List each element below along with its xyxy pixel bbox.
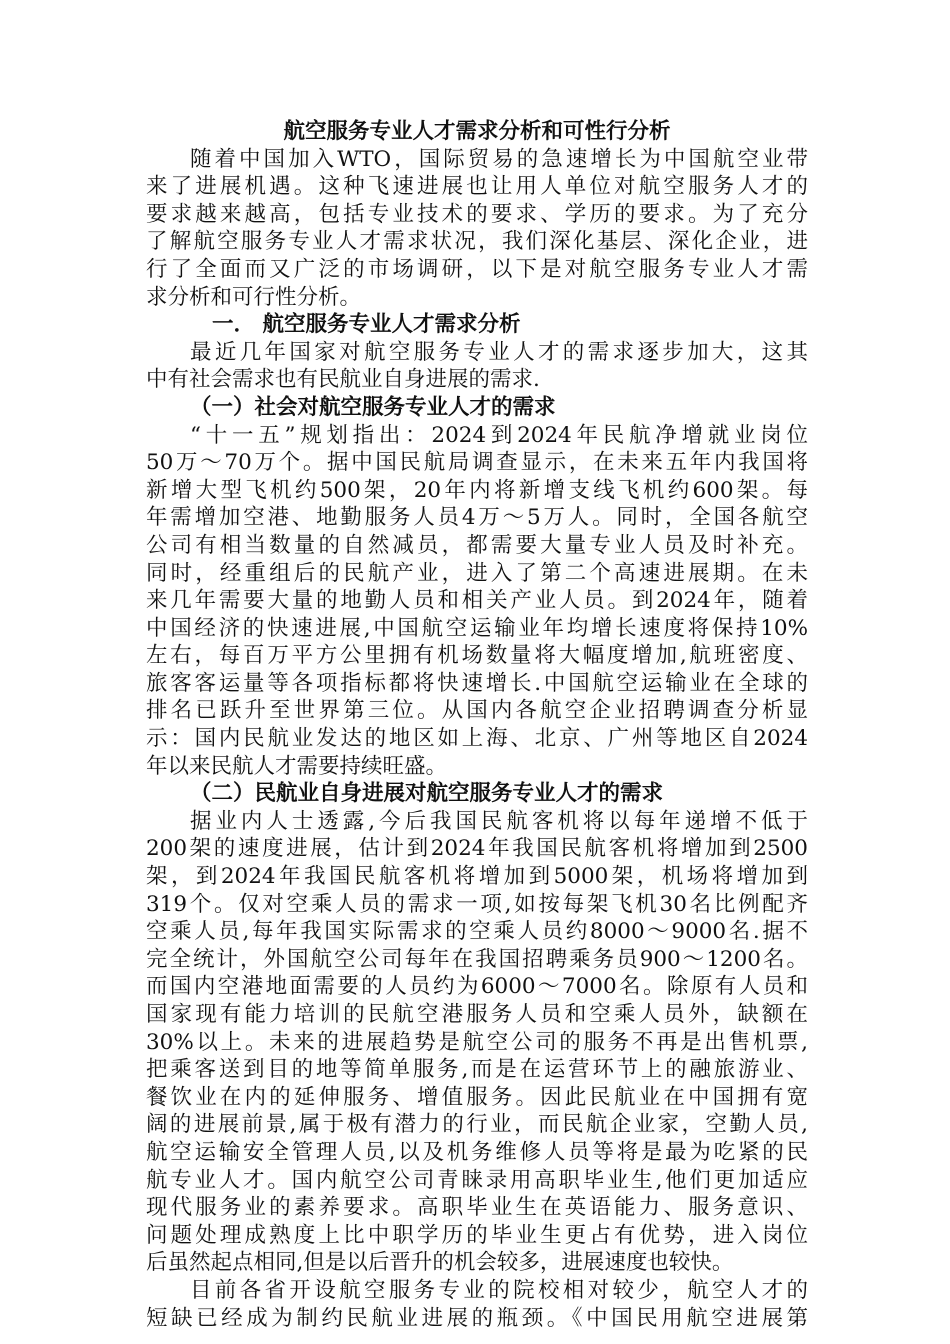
text-line: 30%以上。未来的进展趋势是航空公司的服务不再是出售机票, (146, 1029, 808, 1055)
document-page (146, 118, 808, 1332)
text-line: 而国内空港地面需要的人员约为6000～7000名。除原有人员和 (146, 974, 808, 1000)
text-line: 问题处理成熟度上比中职学历的毕业生更占有优势，进入岗位 (146, 1222, 808, 1248)
text-line: 据业内人士透露,今后我国民航客机将以每年递增不低于 (190, 808, 808, 834)
text-line: 现代服务业的素养要求。高职毕业生在英语能力、服务意识、 (146, 1195, 808, 1221)
closing-paragraph (146, 1277, 808, 1332)
text-line: 年需增加空港、地勤服务人员4万～5万人。同时，全国各航空 (146, 505, 808, 531)
text-line: 随着中国加入WTO，国际贸易的急速增长为中国航空业带 (190, 146, 808, 172)
text-line: 后虽然起点相同,但是以后晋升的机会较多，进展速度也较快。 (146, 1250, 734, 1276)
text-line: 完全统计，外国航空公司每年在我国招聘乘务员900～1200名。 (146, 946, 808, 972)
text-line: 了解航空服务专业人才需求状况，我们深化基层、深化企业，进 (146, 229, 808, 255)
text-line: 来了进展机遇。这种飞速进展也让用人单位对航空服务人才的 (146, 174, 808, 200)
text-line: 中有社会需求也有民航业自身进展的需求. (146, 367, 540, 393)
text-line: 国家现有能力培训的民航空港服务人员和空乘人员外，缺额在 (146, 1002, 808, 1027)
text-line: 同时，经重组后的民航产业，进入了第二个高速进展期。在未 (146, 560, 808, 586)
text-line: 50万～70万个。据中国民航局调查显示，在未来五年内我国将 (146, 450, 808, 476)
text-line: 新增大型飞机约500架，20年内将新增支线飞机约600架。每 (146, 477, 808, 503)
text-line: 行了全面而又广泛的市场调研，以下是对航空服务专业人才需 (146, 256, 808, 282)
text-line: 来几年需要大量的地勤人员和相关产业人员。到2024年，随着 (146, 588, 808, 614)
document-title: 航空服务专业人才需求分析和可性行分析 (283, 119, 671, 144)
text-line: 示：国内民航业发达的地区如上海、北京、广州等地区自2024 (146, 726, 808, 752)
text-line: 阔的进展前景,属于极有潜力的行业，而民航企业家，空勤人员, (146, 1112, 808, 1138)
text-line: 航空运输安全管理人员,以及机务维修人员等将是最为吃紧的民 (146, 1139, 808, 1165)
subsection-heading-2: （二）民航业自身进展对航空服务专业人才的需求 (190, 781, 664, 807)
intro-paragraph (146, 146, 808, 312)
text-line: 航专业人才。国内航空公司青睐录用高职毕业生,他们更加适应 (146, 1167, 808, 1193)
text-line: 要求越来越高，包括专业技术的要求、学历的要求。为了充分 (146, 201, 808, 227)
section-1-paragraph (146, 339, 808, 394)
text-line: 左右，每百万平方公里拥有机场数量将大幅度增加,航班密度、 (146, 643, 808, 669)
text-line: 公司有相当数量的自然减员，都需要大量专业人员及时补充。 (146, 532, 808, 558)
subsection-2-paragraph (146, 808, 808, 1277)
text-line: 年以来民航人才需要持续旺盛。 (146, 753, 448, 779)
text-line: 餐饮业在内的延伸服务、增值服务。因此民航业在中国拥有宽 (146, 1084, 808, 1110)
text-line: 目前各省开设航空服务专业的院校相对较少，航空人才的 (190, 1277, 808, 1303)
subsection-1-paragraph (146, 422, 808, 781)
text-line: 319个。仅对空乘人员的需求一项,如按每架飞机30名比例配齐 (146, 891, 808, 917)
text-line: 排名已跃升至世界第三位。从国内各航空企业招聘调查分析显 (146, 698, 808, 724)
text-line: 空乘人员,每年我国实际需求的空乘人员约8000～9000名.据不 (146, 919, 808, 945)
text-line: 200架的速度进展，估计到2024年我国民航客机将增加到2500 (146, 836, 808, 862)
text-line: 把乘客送到目的地等简单服务,而是在运营环节上的融旅游业、 (146, 1057, 808, 1083)
text-line: 短缺已经成为制约民航业进展的瓶颈。《中国民用航空进展第 (146, 1305, 808, 1331)
text-line: 架，到2024年我国民航客机将增加到5000架，机场将增加到 (146, 864, 808, 890)
text-line: 最近几年国家对航空服务专业人才的需求逐步加大，这其 (190, 339, 808, 365)
text-line: 中国经济的快速进展,中国航空运输业年均增长速度将保持10% (146, 615, 808, 641)
subsection-heading-1: （一）社会对航空服务专业人才的需求 (190, 394, 556, 420)
section-heading-1: 一． 航空服务专业人才需求分析 (212, 312, 521, 338)
text-line: 旅客客运量等各项指标都将快速增长.中国航空运输业在全球的 (146, 670, 808, 696)
text-line: 求分析和可行性分析。 (146, 284, 362, 310)
text-line: “十一五”规划指出：2024到2024年民航净增就业岗位 (190, 422, 808, 448)
